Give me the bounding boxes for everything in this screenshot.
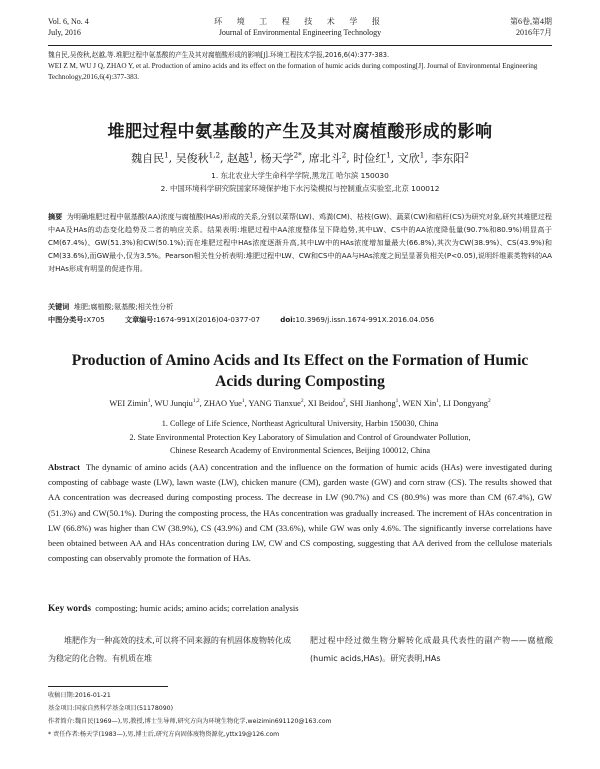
author-sup: 1: [386, 150, 391, 160]
volume-cn: 第6卷,第4期: [510, 17, 552, 26]
keywords-cn: [48, 301, 552, 312]
doi-label: doi:: [280, 315, 296, 324]
author-en: WEN Xin: [402, 399, 437, 408]
author-cn: 赵越: [227, 152, 250, 165]
author-en: XI Beidou: [307, 399, 343, 408]
author-sup: 2: [300, 398, 304, 405]
title-cn: 堆肥过程中氨基酸的产生及其对腐植酸形成的影响: [107, 122, 493, 142]
keywords-en-text: composting; humic acids; amino acids; correlation analysis: [95, 603, 299, 613]
author-sup: 2: [341, 150, 347, 160]
author-cn: 席北斗: [308, 152, 342, 165]
authors-cn: 魏自民$^1$, 吴俊秋$^{1,2}$, 赵越$^1$, 杨天学$^{2*}$, 席北斗$^2$, 时俭红$^1$, 文欣$^1$, 李东阳$^2$: [131, 150, 469, 165]
classification-line: [48, 314, 552, 325]
footnote-divider: [48, 686, 168, 687]
footnote-corresponding: * 责任作者:杨天学(1983—),男,博士后,研究方向固体废物资源化,yttx19@126.com: [48, 731, 280, 738]
author-en: SHI Jianhong: [349, 399, 396, 408]
citation-cn: 魏自民,吴俊秋,赵越,等.堆肥过程中氨基酸的产生及其对腐植酸形成的影响[J].环境工程技术学报,2016,6(4):377-383.: [48, 51, 390, 59]
affiliation-en-2: [40, 431, 560, 457]
journal-name-en: Journal of Environmental Engineering Technology: [218, 28, 382, 37]
doi-value: 10.3969/j.issn.1674-991X.2016.04.056: [295, 315, 434, 324]
author-sup: 1: [436, 398, 439, 405]
author-sup: 1: [164, 150, 169, 160]
author-cn: 时俭红: [353, 152, 387, 165]
date-en: July, 2016: [48, 28, 81, 37]
affiliation-cn-1: 1. 东北农业大学生命科学学院,黑龙江 哈尔滨 150030: [211, 171, 389, 180]
keywords-en-label: Key words: [48, 604, 91, 614]
abstract-cn-text: 为明确堆肥过程中氨基酸(AA)浓度与腐植酸(HAs)形成的关系,分别以菜帮(LW)、鸡粪(CM)、枯枝(GW)、蔬菜(CW)和秸秆(CS)为研究对象,研究其堆肥过程中AA及HAs的动态变化趋势及二者的响应关系。结果表明:堆肥过程中AA浓度整体呈下降趋势,其中LW、CS中的AA浓度降低量(90.7%和80.9%)明显高于CM(67.4%)、GW(51.3%)和CW(50.1%);而在堆肥过程中HAs浓度逐渐升高,其中LW中的HAs浓度增加量最大(66.8%),其次为CW(38.9%)、CS(43.9%)和CM(33.6%),而GW最小,仅为3.5%。Pearson相关性分析表明:堆肥过程中LW、CW和CS中的AA与HAs浓度之间呈显著负相关(P<0.05),说明纤维素类物料的AA对HAs形成有明显的促进作用。: [48, 212, 553, 273]
clc-value: X705: [86, 315, 105, 324]
abstract-en-text: The dynamic of amino acids (AA) concentration and the influence on the formation of humic acids (HAs) were investigated during composting of cabbage waste (LW), lawn waste (LW), chicken manure (CM), garden waste (GW) and corn straw (CS). The results showed that AA concentration was decreased during composting process. The decrease in LW (90.7%) and CS (80.9%) was more than CM (67.4%), GW (51.3%) and CW(50.1%). During the composting process, the HAs concentration was gradually increased. The increment of HAs concentration in LW (66.8%) was higher than CW (38.9%), CS (43.9%) and CM (33.6%), while GW was only 4.6%. The significantly inverse correlations have been obtained between AA and HAs concentration during LW, CW and CS composting, suggesting that AA derived from the cellulose materials composting can observably promote the formation of HAs.: [48, 462, 553, 564]
keywords-cn-text: 堆肥;腐植酸;氨基酸;相关性分析: [73, 302, 174, 311]
article-no-label: 文章编号:: [124, 315, 157, 324]
volume-en: Vol. 6, No. 4: [48, 17, 89, 26]
citation-block: [48, 50, 552, 83]
date-cn: 2016年7月: [516, 28, 552, 37]
author-sup: 1: [249, 150, 254, 160]
author-sup: 1: [241, 398, 245, 405]
author-cn: 吴俊秋: [175, 152, 209, 165]
author-sup: 1,2: [192, 398, 200, 405]
author-sup: 1,2: [208, 150, 221, 160]
clc-label: 中图分类号:: [48, 315, 87, 324]
keywords-cn-label: 关键词: [48, 302, 70, 311]
affiliation-en-2-line1: 2. State Environmental Protection Key Laboratory of Simulation and Control of Groundwater Pollution,: [129, 433, 471, 442]
abstract-en-label: Abstract: [48, 462, 80, 472]
article-no-value: 1674-991X(2016)04-0377-07: [156, 315, 261, 324]
author-sup: 1: [395, 398, 399, 405]
footnote-fund: 基金项目:国家自然科学基金项目(51178090): [48, 705, 174, 712]
author-en: WU Junqiu: [154, 399, 193, 408]
author-cn: 李东阳: [431, 152, 465, 165]
author-cn: 文欣: [397, 152, 420, 165]
affiliation-en-1: 1. College of Life Science, Northeast Agricultural University, Harbin 150030, China: [161, 419, 439, 428]
author-sup: 1: [147, 398, 151, 405]
header-center: [48, 16, 552, 38]
author-cn: 杨天学: [260, 152, 294, 165]
author-sup: 1: [419, 150, 425, 160]
author-en: YANG Tianxue: [248, 399, 301, 408]
abstract-cn-label: 摘要: [48, 212, 63, 221]
author-en: LI Dongyang: [443, 399, 488, 408]
authors-en: WEI Zimin$^1$, WU Junqiu$^{1,2}$, ZHAO Yue$^1$, YANG Tianxue$^2$, XI Beidou$^2$, SHI Jianhong$^1$, WEN Xin$^1$, LI Dongyang$^2$: [109, 398, 491, 408]
title-en: Production of Amino Acids and Its Effect on the Formation of Humic Acids during Composting: [71, 352, 529, 390]
footnote-received: 收稿日期:2016-01-21: [48, 692, 111, 699]
author-en: WEI Zimin: [109, 399, 148, 408]
author-sup: 2: [342, 398, 346, 405]
citation-en: WEI Z M, WU J Q, ZHAO Y, et al. Production of amino acids and its effect on the formation of humic acids during composting[J]. Journal of Environmental Engineering Technology,2016,6(4):377-383.: [48, 62, 538, 81]
author-sup: 2: [487, 398, 491, 405]
header-right: [510, 16, 552, 38]
body-column-left: 堆肥作为一种高效的技术,可以将不同来源的有机固体废物转化成为稳定的化合物。有机质在堆: [48, 636, 291, 663]
footnote-author: 作者简介:魏自民(1969—),男,教授,博士生导师,研究方向为环境生物化学,weizimin691120@163.com: [48, 718, 332, 725]
author-sup: 2: [464, 150, 469, 160]
body-column-right: 肥过程中经过微生物分解转化成最具代表性的副产物——腐植酸(humic acids,HAs)。研究表明,HAs: [310, 636, 553, 663]
abstract-cn: [48, 210, 552, 275]
keywords-en: [48, 602, 552, 615]
running-header: [48, 16, 552, 46]
abstract-en: [48, 460, 552, 566]
author-sup: 2*: [293, 150, 302, 160]
journal-name-cn: 环 境 工 程 技 术 学 报: [214, 17, 386, 26]
author-cn: 魏自民: [131, 152, 165, 165]
author-en: ZHAO Yue: [203, 399, 242, 408]
affiliation-cn-2: 2. 中国环境科学研究院国家环境保护地下水污染模拟与控制重点实验室,北京 100012: [160, 184, 440, 193]
affiliation-en-2-line2: Chinese Research Academy of Environmental Sciences, Beijing 100012, China: [169, 446, 431, 455]
